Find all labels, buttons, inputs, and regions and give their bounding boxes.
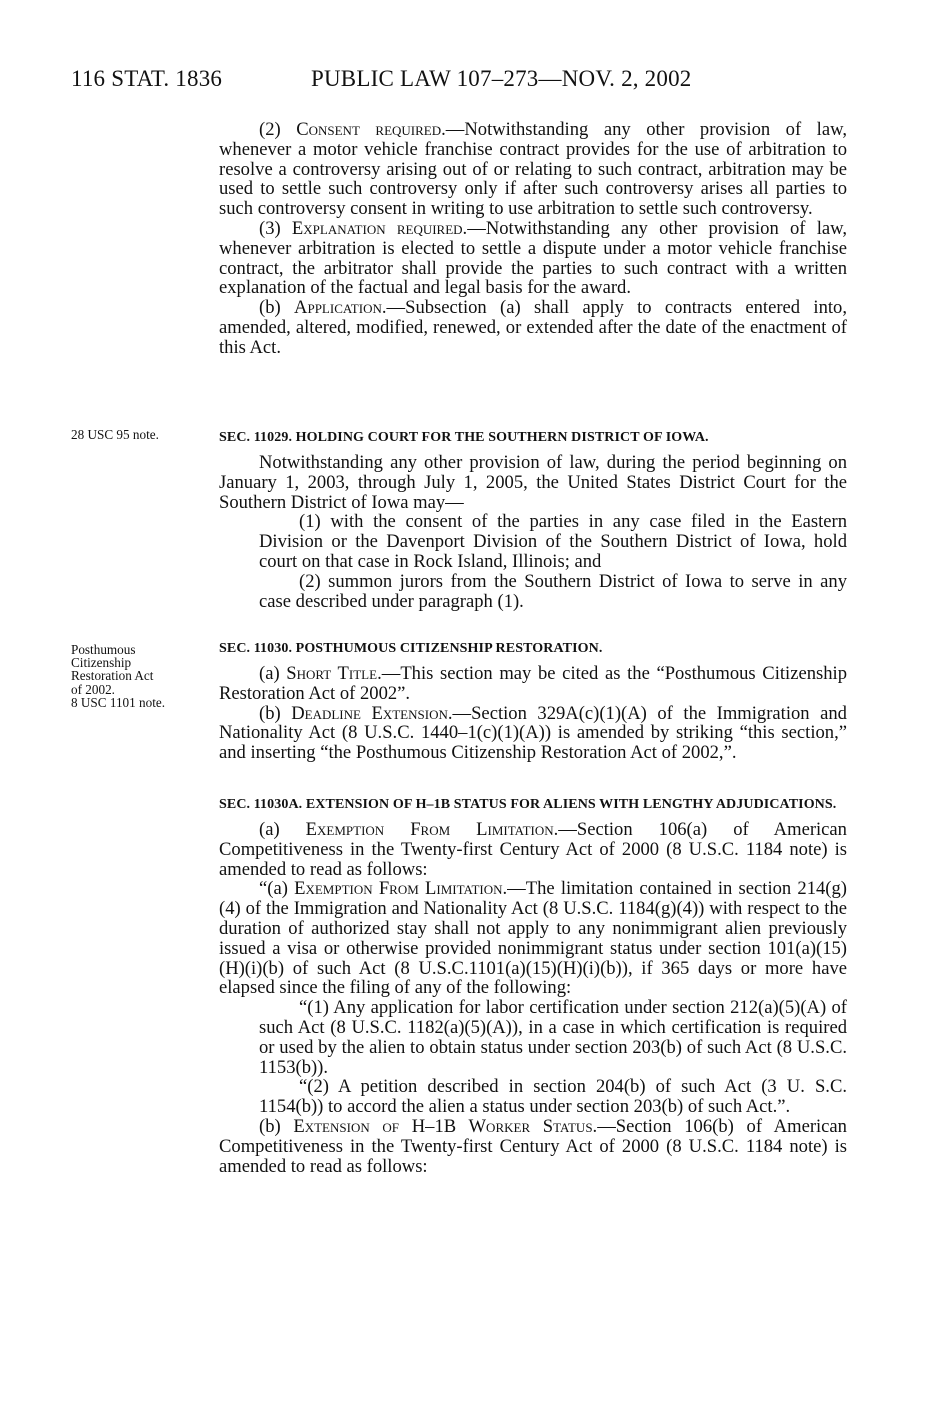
paragraph-text: —Subsection (a) shall apply to contracts entered into, amended, altered, modified, renewed, or extended after the date of the enactment of this Act. bbox=[219, 297, 847, 358]
quoted-item-2: “(2) A petition described in section 204(b) of such Act (3 U. S.C. 1154(b)) to accord the alien a status under section 203(b) of such Act.”. bbox=[259, 1076, 847, 1118]
subsection-short-title bbox=[219, 664, 847, 704]
paragraph-number: (b) bbox=[259, 1115, 294, 1137]
paragraph-number: (b) bbox=[259, 297, 295, 319]
paragraph-text: —Notwithstanding any other provision of law, whenever a motor vehicle franchise contract provides for the use of arbitration to resolve a controversy arising out of or relating to such contract, arbitration may be used to settle such controversy only if after such controversy arises all parties to such controversy consent in writing to use arbitration to settle such controversy. bbox=[219, 119, 847, 220]
margin-note-line: Citizenship bbox=[71, 655, 132, 671]
subsection-exemption bbox=[219, 820, 847, 879]
paragraph-number: (b) bbox=[259, 702, 292, 724]
margin-note-28-usc-95: 28 USC 95 note. bbox=[71, 427, 159, 442]
paragraph-text: —Section 106(a) of American Competitiveness in the Twenty-first Century Act of 2000 (8 U.S.C. 1184 note) is amended to read as follows: bbox=[219, 819, 847, 880]
quoted-subsection-exemption bbox=[219, 879, 847, 998]
paragraph-heading: Extension of H–1B Worker Status. bbox=[293, 1115, 598, 1137]
paragraph-heading: Exemption From Limitation. bbox=[294, 878, 508, 900]
paragraph-heading: Application. bbox=[294, 297, 387, 319]
paragraph-text: —This section may be cited as the “Posthumous Citizenship Restoration Act of 2002”. bbox=[219, 663, 847, 704]
section-heading: SEC. 11029. HOLDING COURT FOR THE SOUTHERN DISTRICT OF IOWA. bbox=[219, 430, 709, 445]
margin-note-line: Restoration Act bbox=[71, 668, 154, 684]
section-11030a bbox=[219, 796, 847, 1176]
paragraph-heading: Deadline Extension. bbox=[291, 702, 453, 724]
section-11030 bbox=[219, 640, 847, 763]
margin-note-line: of 2002. bbox=[71, 681, 115, 697]
quoted-item-1: “(1) Any application for labor certification under section 212(a)(5)(A) of such Act (8 U.S.C. 1182(a)(5)(A)), in a case in which certification is required or used by the alien to obtain status under section 203(b) of such Act (8 U.S.C. 1153(b)). bbox=[259, 997, 847, 1078]
paragraph-heading: Consent required. bbox=[296, 119, 446, 140]
paragraph-number: (3) bbox=[259, 217, 292, 239]
paragraph-number: (a) bbox=[259, 663, 287, 684]
block-consent-explanation bbox=[219, 120, 847, 358]
paragraph-text: —The limitation contained in section 214(g)(4) of the Immigration and Nationality Act (8 U.S.C. 1184(g)(4)) with respect to the duration of authorized stay shall not apply to any nonimmigrant alien previously issued a visa or otherwise provided nonimmigrant status under section 101(a)(15)(H)(i)(b) of such Act (8 U.S.C.1101(a)(15)(H)(i)(b)), if 365 days or more have elapsed since the filing of any of the following: bbox=[219, 878, 847, 999]
paragraph-number: (2) bbox=[259, 119, 297, 140]
paragraph-text: —Section 106(b) of American Competitiveness in the Twenty-first Century Act of 2000 (8 U.S.C. 1184 note) is amended to read as follows: bbox=[219, 1115, 847, 1177]
section-item-1: (1) with the consent of the parties in any case filed in the Eastern Division or the Davenport Division of the Southern District of Iowa, hold court on that case in Rock Island, Illinois; and bbox=[259, 511, 847, 572]
page-number: 116 STAT. 1836 bbox=[71, 66, 223, 91]
section-11029 bbox=[219, 429, 847, 611]
paragraph-consent-required bbox=[219, 120, 847, 219]
margin-note-posthumous-citizenship bbox=[71, 643, 216, 709]
paragraph-heading: Explanation required. bbox=[291, 217, 468, 239]
section-item-2: (2) summon jurors from the Southern District of Iowa to serve in any case described under paragraph (1). bbox=[259, 570, 847, 612]
section-intro: Notwithstanding any other provision of law, during the period beginning on January 1, 2003, through July 1, 2005, the United States District Court for the Southern District of Iowa may— bbox=[219, 452, 847, 513]
margin-note-line: 8 USC 1101 note. bbox=[71, 694, 166, 710]
subsection-extension-worker-status bbox=[219, 1117, 847, 1176]
paragraph-number: “(a) bbox=[259, 878, 295, 900]
paragraph-application bbox=[219, 298, 847, 357]
paragraph-heading: Exemption From Limitation. bbox=[305, 819, 559, 840]
section-heading: SEC. 11030A. EXTENSION OF H–1B STATUS FOR ALIENS WITH LENGTHY ADJUDICATIONS. bbox=[219, 797, 837, 812]
margin-note-line: Posthumous bbox=[71, 642, 136, 657]
paragraph-heading: Short Title. bbox=[286, 663, 382, 684]
section-heading: SEC. 11030. POSTHUMOUS CITIZENSHIP RESTORATION. bbox=[219, 641, 603, 656]
running-title: PUBLIC LAW 107–273—NOV. 2, 2002 bbox=[311, 66, 692, 91]
paragraph-text: —Notwithstanding any other provision of law, whenever arbitration is elected to settle a dispute under a motor vehicle franchise contract, the arbitrator shall provide the parties to such contract with a written explanation of the factual and legal basis for the award. bbox=[219, 217, 847, 299]
subsection-deadline-extension bbox=[219, 704, 847, 763]
paragraph-explanation-required bbox=[219, 219, 847, 298]
paragraph-text: —Section 329A(c)(1)(A) of the Immigration and Nationality Act (8 U.S.C. 1440–1(c)(1)(A)) is amended by striking “this section,” and inserting “the Posthumous Citizenship Restoration Act of 2002,”. bbox=[219, 702, 847, 764]
paragraph-number: (a) bbox=[259, 819, 306, 840]
